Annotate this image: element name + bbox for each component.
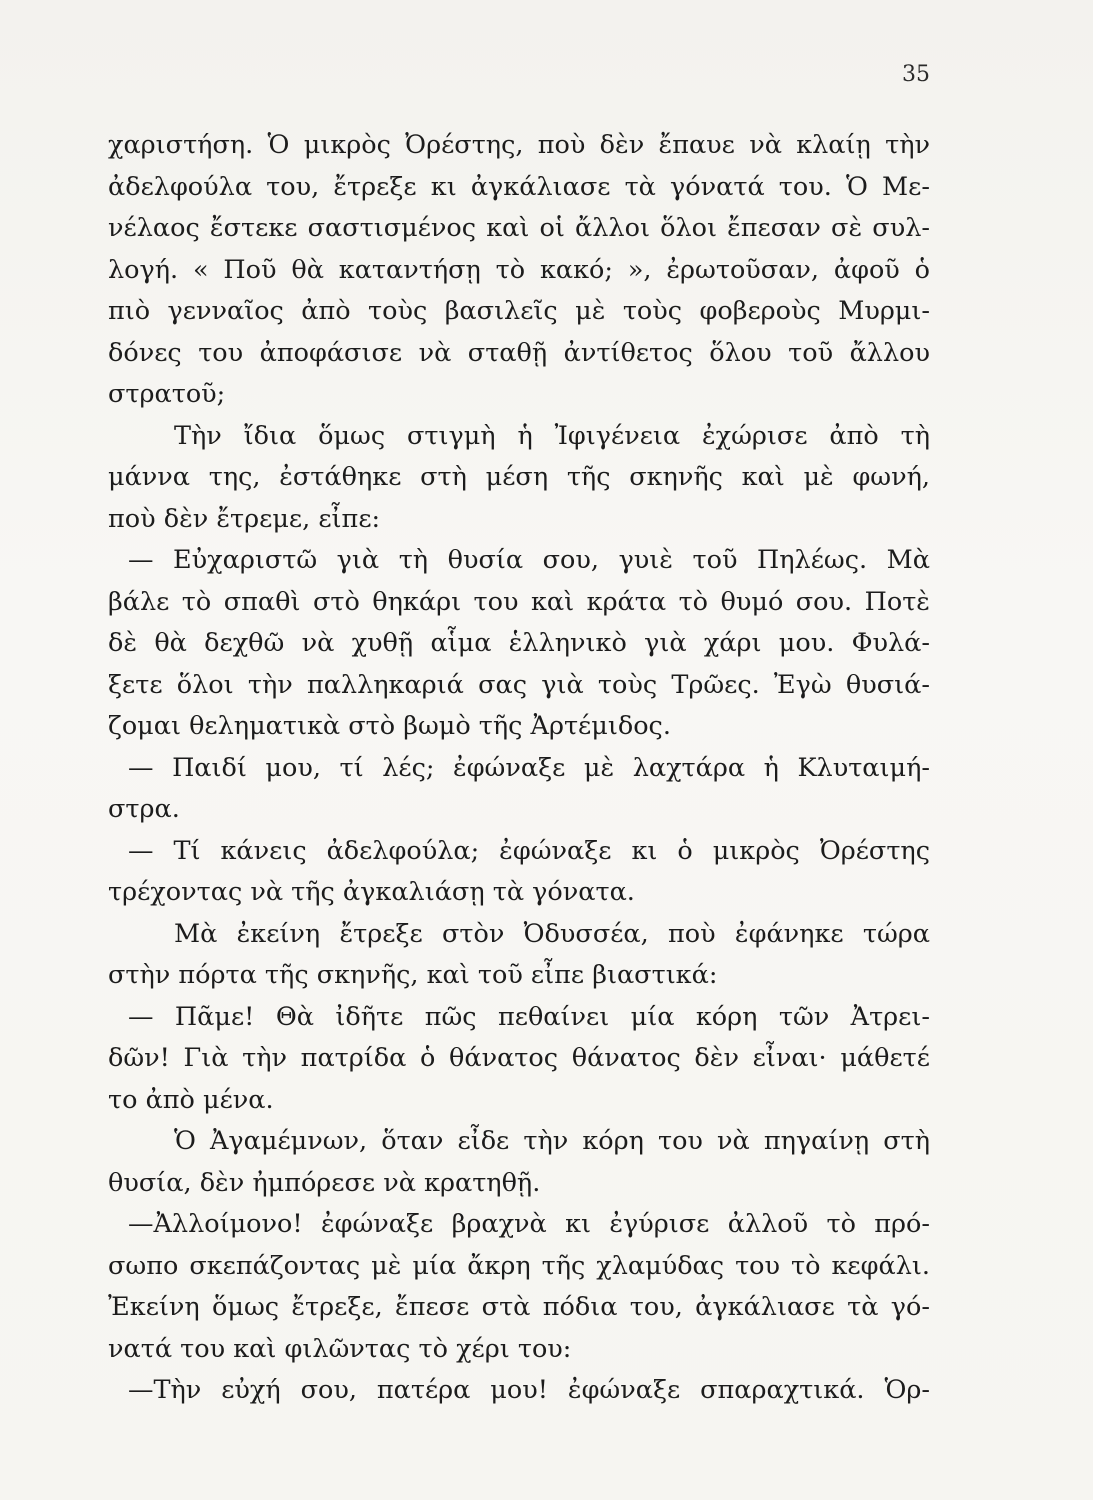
text-line: δῶν! Γιὰ τὴν πατρίδα ὁ θάνατος θάνατος δὲν εἶναι· μάθετέ (108, 1043, 930, 1073)
text-line: δόνες του ἀποφάσισε νὰ σταθῇ ἀντίθετος ὅλου τοῦ ἄλλου (108, 337, 930, 368)
text-line: —Ἀλλοίμονο! ἐφώναξε βραχνὰ κι ἐγύρισε ἀλλοῦ τὸ πρό- (128, 1209, 930, 1239)
text-line: σωπο σκεπάζοντας μὲ μία ἄκρη τῆς χλαμύδας του τὸ κεφάλι. (108, 1250, 930, 1281)
text-line: θυσία, δὲν ἠμπόρεσε νὰ κρατηθῇ. (108, 1167, 541, 1198)
text-line: χαριστήση. Ὁ μικρὸς Ὀρέστης, ποὺ δὲν ἔπαυε νὰ κλαίῃ τὴν (108, 130, 930, 160)
text-line: ξετε ὅλοι τὴν παλληκαριά σας γιὰ τοὺς Τρῶες. Ἐγὼ θυσιά- (108, 669, 930, 700)
body-text (108, 125, 930, 1412)
text-line: δὲ θὰ δεχθῶ νὰ χυθῇ αἷμα ἑλληνικὸ γιὰ χάρι μου. Φυλά- (108, 628, 930, 658)
text-line: στρα. (108, 794, 180, 824)
text-line: το ἀπὸ μένα. (108, 1084, 274, 1115)
text-line: — Πᾶμε! Θὰ ἰδῆτε πῶς πεθαίνει μία κόρη τῶν Ἀτρει- (128, 1001, 930, 1032)
text-line: Μὰ ἐκείνη ἔτρεξε στὸν Ὀδυσσέα, ποὺ ἐφάνηκε τώρα (174, 918, 930, 949)
text-line: ποὺ δὲν ἔτρεμε, εἶπε: (108, 503, 381, 534)
text-line: — Παιδί μου, τί λές; ἐφώναξε μὲ λαχτάρα ἡ Κλυταιμή- (128, 752, 930, 783)
text-line: λογή. « Ποῦ θὰ καταντήσῃ τὸ κακό; », ἐρωτοῦσαν, ἀφοῦ ὁ (108, 254, 930, 285)
text-line: ζομαι θεληματικὰ στὸ βωμὸ τῆς Ἀρτέμιδος. (108, 711, 671, 741)
text-line: Ἐκείνη ὅμως ἔτρεξε, ἔπεσε στὰ πόδια του, ἀγκάλιασε τὰ γό- (108, 1292, 930, 1322)
page-number: 35 (902, 62, 930, 87)
text-line: — Τί κάνεις ἀδελφούλα; ἐφώναξε κι ὁ μικρὸς Ὀρέστης (128, 835, 930, 866)
text-line: στὴν πόρτα τῆς σκηνῆς, καὶ τοῦ εἶπε βιαστικά: (108, 960, 718, 990)
text-line: βάλε τὸ σπαθὶ στὸ θηκάρι του καὶ κράτα τὸ θυμό σου. Ποτὲ (108, 586, 930, 617)
text-line: νατά του καὶ φιλῶντας τὸ χέρι του: (108, 1333, 572, 1364)
text-line: στρατοῦ; (108, 379, 226, 409)
text-line: Τὴν ἴδια ὅμως στιγμὴ ἡ Ἰφιγένεια ἐχώρισε ἀπὸ τὴ (174, 420, 930, 451)
text-line: νέλαος ἔστεκε σαστισμένος καὶ οἱ ἄλλοι ὅλοι ἔπεσαν σὲ συλ- (108, 213, 930, 243)
text-line: — Εὐχαριστῶ γιὰ τὴ θυσία σου, γυιὲ τοῦ Πηλέως. Μὰ (128, 545, 930, 575)
text-line: τρέχοντας νὰ τῆς ἀγκαλιάσῃ τὰ γόνατα. (108, 877, 635, 907)
text-line: μάννα της, ἐστάθηκε στὴ μέση τῆς σκηνῆς καὶ μὲ φωνή, (108, 462, 930, 492)
text-line: Ὁ Ἀγαμέμνων, ὅταν εἶδε τὴν κόρη του νὰ πηγαίνῃ στὴ (174, 1126, 930, 1156)
text-line: —Τὴν εὐχή σου, πατέρα μου! ἐφώναξε σπαραχτικά. Ὁρ- (128, 1375, 930, 1405)
text-line: ἀδελφούλα του, ἔτρεξε κι ἀγκάλιασε τὰ γόνατά του. Ὁ Με- (108, 171, 930, 202)
text-line: πιὸ γενναῖος ἀπὸ τοὺς βασιλεῖς μὲ τοὺς φοβεροὺς Μυρμι- (108, 296, 930, 326)
